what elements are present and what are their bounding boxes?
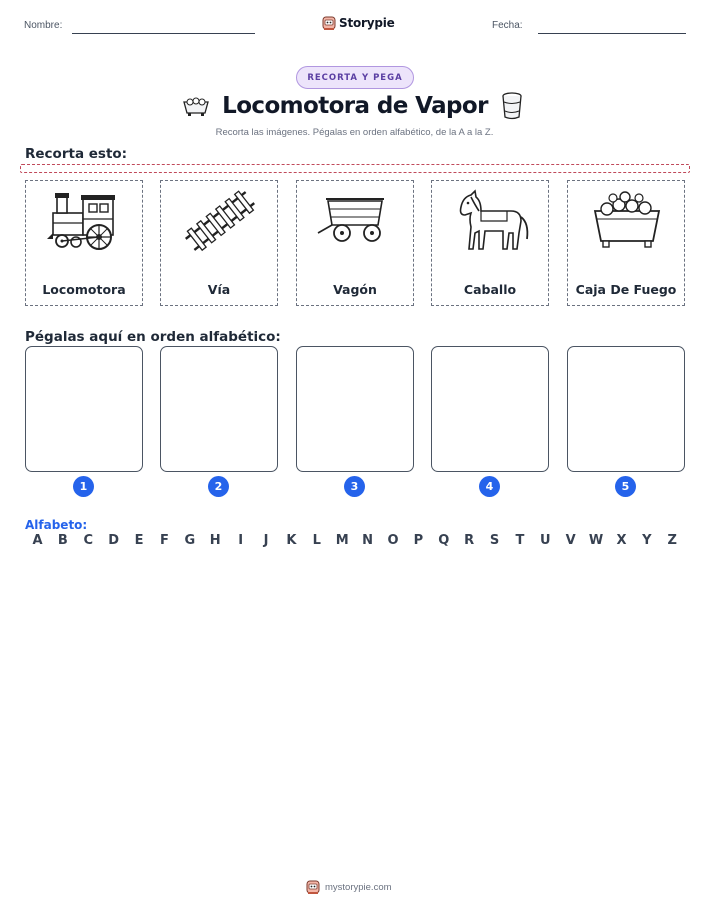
- footer: [306, 879, 392, 895]
- alphabet-letter: T: [515, 533, 525, 548]
- alphabet-letter: C: [83, 533, 94, 548]
- alphabet-letter: D: [108, 533, 120, 548]
- alphabet-letter: S: [489, 533, 500, 548]
- alphabet-letter: G: [184, 533, 196, 548]
- alphabet-letter: P: [413, 533, 424, 548]
- cut-card-track[interactable]: [160, 180, 278, 306]
- wagon-icon: [316, 189, 396, 253]
- paste-box-5[interactable]: [567, 346, 685, 472]
- paste-box-2[interactable]: [160, 346, 278, 472]
- alphabet-letter: F: [160, 533, 169, 548]
- alphabet-letter: A: [32, 533, 43, 548]
- paste-box-1[interactable]: [25, 346, 143, 472]
- page-title: Locomotora de Vapor: [222, 93, 488, 119]
- alphabet-letter: N: [362, 533, 374, 548]
- alphabet-heading: Alfabeto:: [25, 518, 88, 532]
- cut-line: [20, 164, 690, 173]
- position-number-2: 2: [208, 476, 229, 497]
- brand-name: Storypie: [339, 16, 395, 30]
- cut-card-horse[interactable]: [431, 180, 549, 306]
- paste-box-4[interactable]: [431, 346, 549, 472]
- locomotive-icon: [45, 189, 125, 253]
- alphabet-letter: K: [286, 533, 297, 548]
- alphabet-letter: W: [588, 533, 604, 548]
- position-number-1: 1: [73, 476, 94, 497]
- position-number-3: 3: [344, 476, 365, 497]
- alphabet-letter: U: [540, 533, 551, 548]
- alphabet-letter: L: [312, 533, 321, 548]
- paste-section-heading: Pégalas aquí en orden alfabético:: [25, 329, 281, 345]
- cut-card-wagon[interactable]: [296, 180, 414, 306]
- cut-card-locomotive[interactable]: [25, 180, 143, 306]
- card-label: Vía: [207, 282, 231, 297]
- cut-and-paste-badge: RECORTA Y PEGA: [296, 66, 414, 89]
- position-number-5: 5: [615, 476, 636, 497]
- position-number-4: 4: [479, 476, 500, 497]
- name-label: Nombre:: [24, 20, 63, 31]
- alphabet-letter: R: [464, 533, 475, 548]
- alphabet-letter: M: [335, 533, 349, 548]
- horse-icon: [451, 189, 531, 253]
- alphabet-letter: I: [238, 533, 244, 548]
- card-label: Vagón: [333, 282, 377, 297]
- alphabet-letter: X: [616, 533, 627, 548]
- card-label: Locomotora: [42, 282, 126, 297]
- firebox-icon: [587, 189, 667, 253]
- storypie-mascot-icon: [322, 15, 336, 31]
- brand-logo: [322, 13, 395, 33]
- name-line[interactable]: [72, 33, 255, 34]
- storypie-mascot-icon: [306, 879, 320, 895]
- alphabet-letter: V: [565, 533, 576, 548]
- alphabet-letter: Y: [642, 533, 652, 548]
- alphabet-letter: E: [134, 533, 144, 548]
- cut-card-firebox[interactable]: [567, 180, 685, 306]
- cut-section-heading: Recorta esto:: [25, 146, 128, 162]
- date-label: Fecha:: [492, 20, 523, 31]
- alphabet-letter: H: [209, 533, 221, 548]
- alphabet-letter: O: [387, 533, 399, 548]
- date-line[interactable]: [538, 33, 686, 34]
- paste-box-3[interactable]: [296, 346, 414, 472]
- alphabet-row: [25, 533, 685, 548]
- firebox-icon: [181, 94, 211, 118]
- instructions: Recorta las imágenes. Pégalas en orden alfabético, de la A a la Z.: [215, 127, 494, 138]
- footer-url[interactable]: mystorypie.com: [325, 881, 392, 893]
- alphabet-letter: B: [57, 533, 68, 548]
- alphabet-letter: Q: [438, 533, 450, 548]
- cup-icon: [500, 91, 524, 121]
- card-label: Caja De Fuego: [575, 282, 677, 297]
- card-label: Caballo: [463, 282, 517, 297]
- alphabet-letter: Z: [667, 533, 677, 548]
- railway-track-icon: [180, 189, 260, 253]
- alphabet-letter: J: [263, 533, 269, 548]
